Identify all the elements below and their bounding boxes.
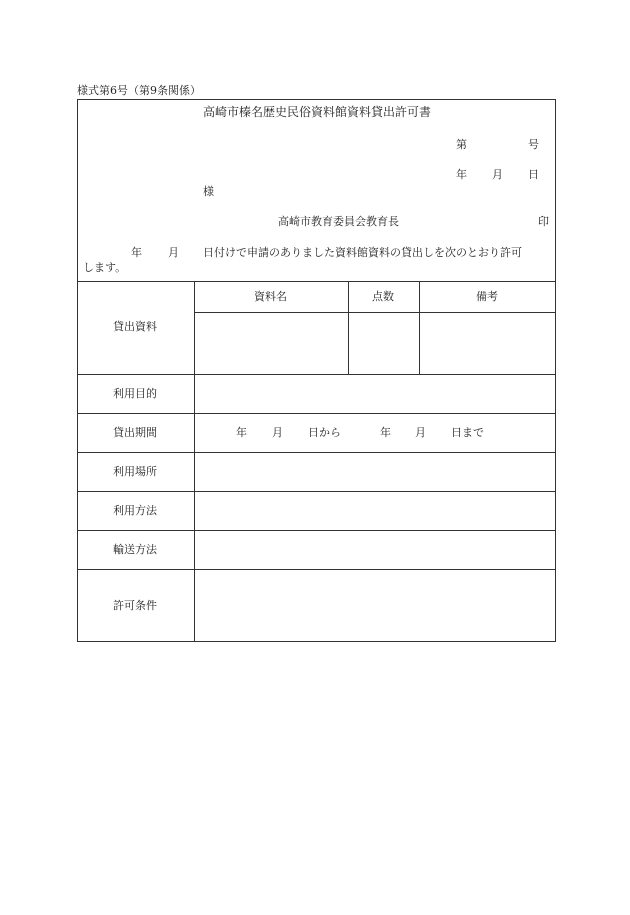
- count-column-divider-left: [348, 281, 349, 374]
- place-label: 利用場所: [113, 465, 157, 478]
- table-top-border: [77, 281, 556, 282]
- period-to-day: 日まで: [451, 426, 484, 439]
- period-from-year: 年: [236, 426, 247, 439]
- date-year: 年: [456, 168, 467, 181]
- material-header-divider: [194, 312, 556, 313]
- count-column-divider-right: [419, 281, 420, 374]
- row-divider: [77, 569, 556, 570]
- intro-month: 月: [168, 246, 179, 259]
- period-from-month: 月: [272, 426, 283, 439]
- remarks-header: 備考: [476, 290, 498, 303]
- period-from-day: 日から: [308, 426, 341, 439]
- date-day: 日: [528, 168, 539, 181]
- row-divider: [77, 530, 556, 531]
- number-go: 号: [528, 138, 539, 151]
- period-to-month: 月: [415, 426, 426, 439]
- count-header: 点数: [372, 290, 394, 303]
- row-divider: [77, 413, 556, 414]
- conditions-label: 許可条件: [113, 599, 157, 612]
- period-label: 貸出期間: [113, 426, 157, 439]
- transport-label: 輸送方法: [113, 543, 157, 556]
- intro-year: 年: [131, 246, 142, 259]
- form-number: 様式第6号（第9条関係）: [77, 84, 201, 97]
- date-month: 月: [492, 168, 503, 181]
- method-label: 利用方法: [113, 504, 157, 517]
- label-column-divider: [194, 281, 195, 642]
- period-to-year: 年: [380, 426, 391, 439]
- intro-text: 日付けで申請のありました資料館資料の貸出しを次のとおり許可: [203, 246, 522, 259]
- row-divider: [77, 452, 556, 453]
- lending-materials-label: 貸出資料: [113, 320, 157, 333]
- form-title: 高崎市榛名歴史民俗資料館資料貸出許可書: [203, 105, 432, 119]
- row-divider: [77, 374, 556, 375]
- permit-form: [77, 99, 556, 642]
- material-name-header: 資料名: [254, 290, 287, 303]
- addressee-suffix: 様: [203, 185, 214, 198]
- number-dai: 第: [456, 138, 467, 151]
- issuer-name: 高崎市教育委員会教育長: [278, 215, 399, 228]
- purpose-label: 利用目的: [113, 387, 157, 400]
- intro-text-cont: します。: [83, 261, 127, 274]
- row-divider: [77, 491, 556, 492]
- seal-mark: 印: [538, 215, 549, 228]
